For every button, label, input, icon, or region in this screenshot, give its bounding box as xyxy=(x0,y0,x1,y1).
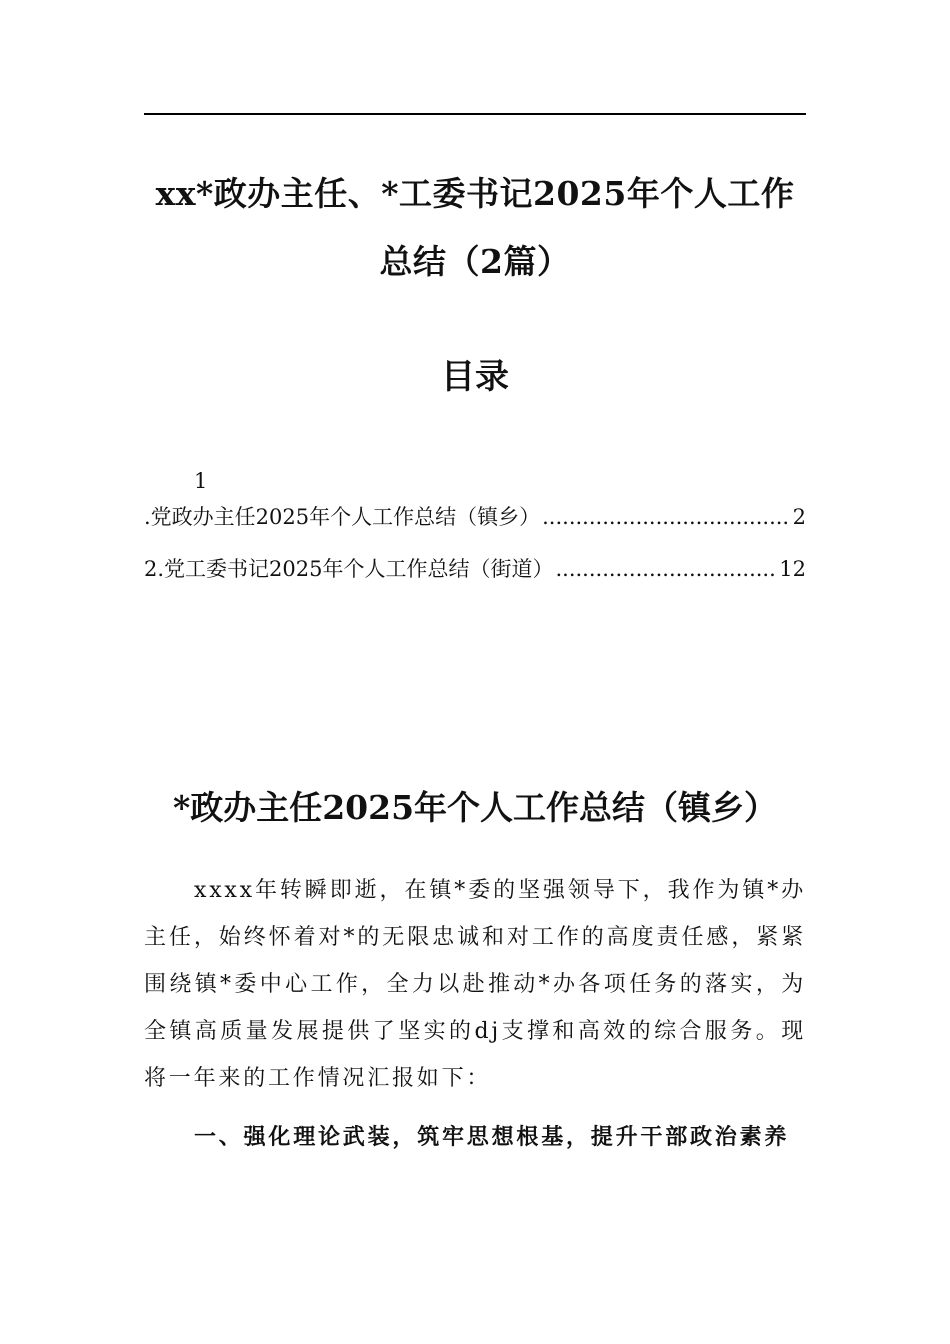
section-subheading: 一、强化理论武装，筑牢思想根基，提升干部政治素养 xyxy=(194,1125,790,1150)
toc-entry-2[interactable] xyxy=(144,551,806,587)
intro-paragraph: xxxx年转瞬即逝，在镇*委的坚强领导下，我作为镇*办主任，始终怀着对*的无限忠诚和对工作的高度责任感，紧紧围绕镇*委中心工作，全力以赴推动*办各项任务的落实，为全镇高质量发展提供了坚实的dj支撑和高效的综合服务。现将一年来的工作情况汇报如下： xyxy=(144,878,806,1091)
toc-entry-text: .党政办主任2025年个人工作总结（镇乡） xyxy=(144,505,541,529)
toc-heading: 目录 xyxy=(441,357,509,397)
toc-leader-dots xyxy=(542,499,791,535)
section-title: *政办主任2025年个人工作总结（镇乡） xyxy=(172,788,778,827)
toc-entry-1[interactable] xyxy=(144,499,806,535)
toc-entry-page: 2 xyxy=(792,505,806,529)
document-title: xx*政办主任、*工委书记2025年个人工作总结（2篇） xyxy=(155,174,795,281)
toc-leader-dots xyxy=(555,551,777,587)
table-of-contents xyxy=(144,463,806,603)
top-divider xyxy=(144,113,806,115)
toc-entry-1-number: 1 xyxy=(194,469,208,493)
toc-entry-text: 2.党工委书记2025年个人工作总结（街道） xyxy=(144,557,554,581)
toc-entry-page: 12 xyxy=(779,557,806,581)
